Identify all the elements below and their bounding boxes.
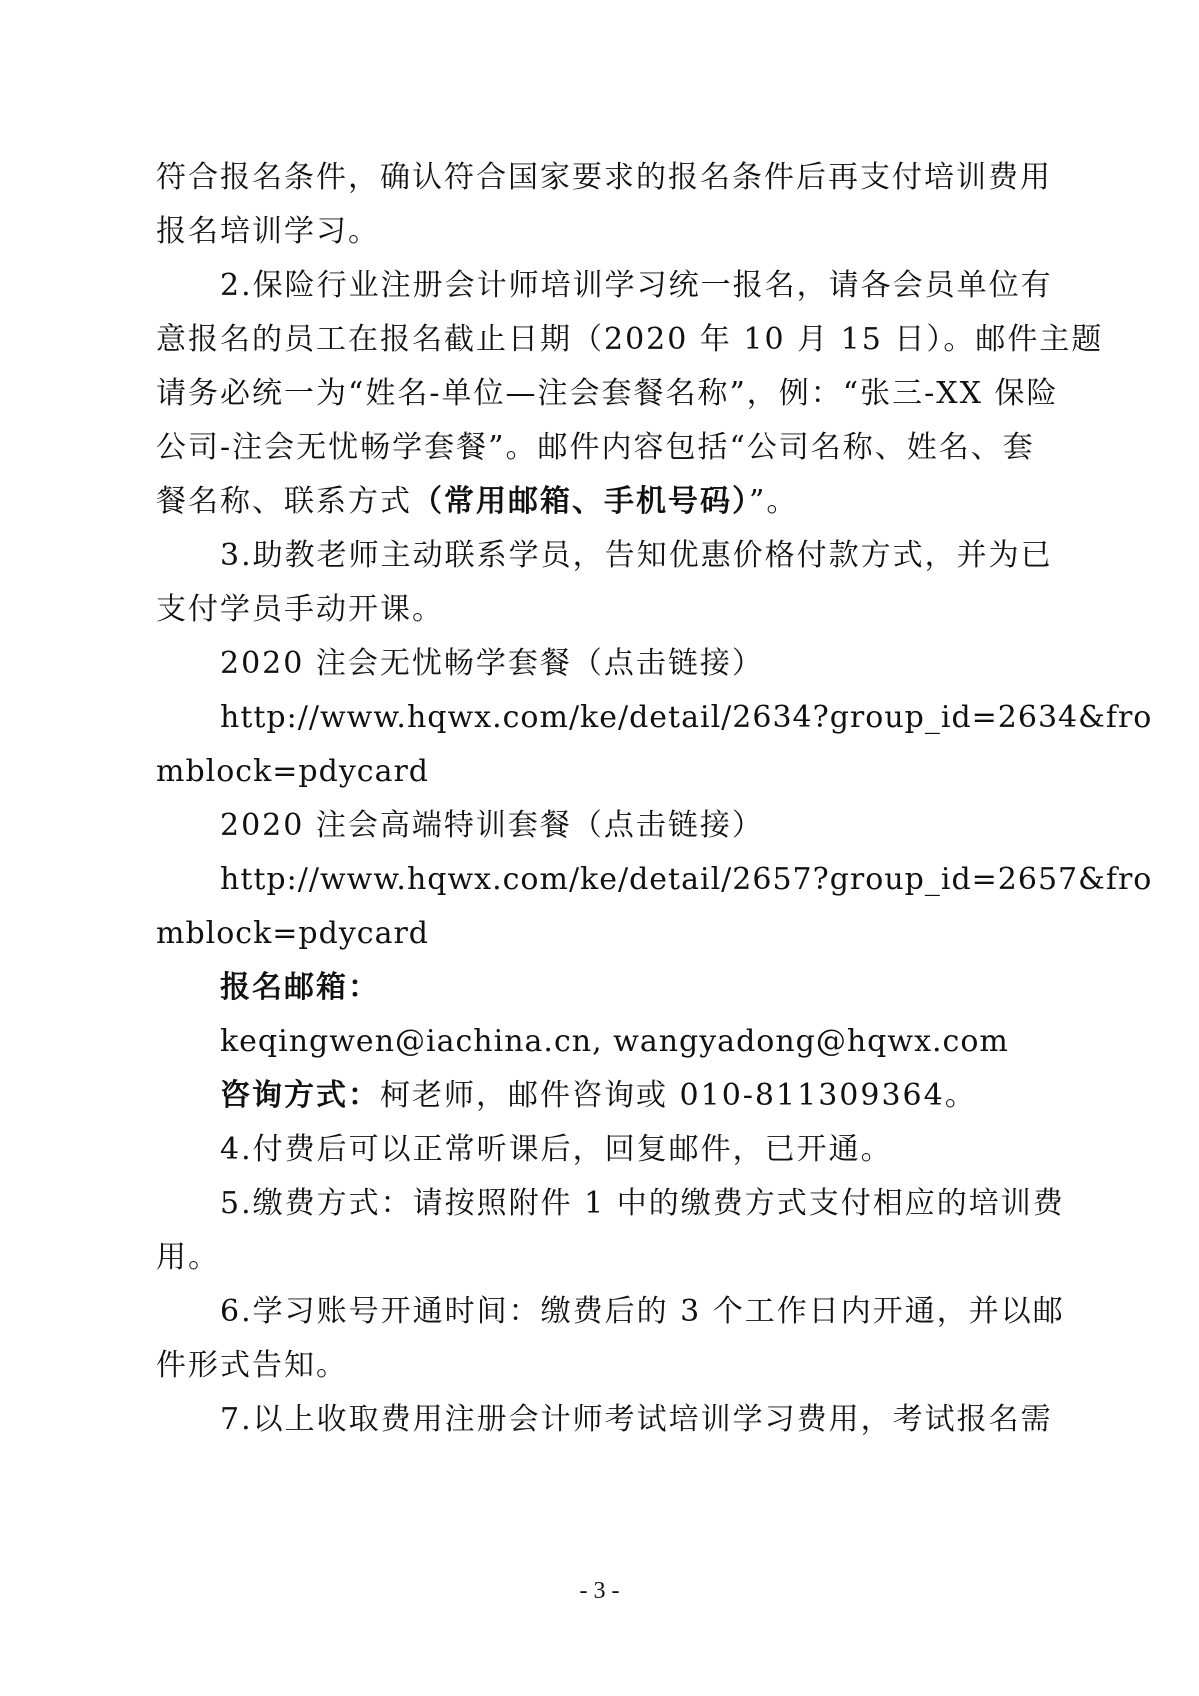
item-2-line-2: 意报名的员工在报名截止日期（2020 年 10 月 15 日）。邮件主题 — [156, 322, 1104, 357]
item-2-line-4: 公司-注会无忧畅学套餐”。邮件内容包括“公司名称、姓名、套 — [156, 430, 1035, 465]
item-4: 4.付费后可以正常听课后，回复邮件，已开通。 — [220, 1132, 893, 1167]
item-7-line-1: 7.以上收取费用注册会计师考试培训学习费用，考试报名需 — [220, 1402, 1053, 1437]
contact-method-close: ”。 — [749, 484, 799, 519]
package-link-1-line-1[interactable] — [220, 698, 1152, 738]
item-2-line-3: 请务必统一为“姓名-单位—注会套餐名称”，例：“张三-XX 保险 — [156, 376, 1059, 411]
package-link-2-line-1[interactable] — [220, 860, 1152, 900]
consultation-line — [220, 1076, 977, 1116]
paragraph-line-2: 报名培训学习。 — [156, 214, 380, 249]
package-link-2-line-2[interactable] — [156, 914, 429, 954]
contact-method-label: 餐名称、联系方式 — [156, 484, 412, 519]
page-number: - 3 - — [579, 1578, 620, 1604]
registration-email-addresses: keqingwen@iachina.cn, wangyadong@hqwx.com — [220, 1024, 1009, 1059]
package-title-2: 2020 注会高端特训套餐（点击链接） — [220, 808, 764, 843]
paragraph-line-1: 符合报名条件，确认符合国家要求的报名条件后再支付培训费用 — [156, 160, 1052, 195]
package-link-2[interactable]: http://www.hqwx.com/ke/detail/2657?group_id=2657&fro — [220, 862, 1153, 897]
item-3-line-1: 3.助教老师主动联系学员，告知优惠价格付款方式，并为已 — [220, 538, 1053, 573]
package-link-1[interactable]: http://www.hqwx.com/ke/detail/2634?group_id=2634&fro — [220, 700, 1153, 735]
item-3-line-2: 支付学员手动开课。 — [156, 592, 444, 627]
contact-method-emphasis: （常用邮箱、手机号码） — [412, 484, 749, 519]
consultation-value: 柯老师，邮件咨询或 010-811309364。 — [380, 1078, 977, 1113]
item-5-line-2: 用。 — [156, 1240, 220, 1275]
item-2-line-5 — [156, 482, 798, 522]
item-6-line-1: 6.学习账号开通时间：缴费后的 3 个工作日内开通，并以邮 — [220, 1294, 1065, 1329]
package-link-1-continued[interactable]: mblock=pdycard — [156, 754, 430, 789]
consultation-label: 咨询方式： — [220, 1078, 380, 1113]
item-6-line-2: 件形式告知。 — [156, 1348, 348, 1383]
package-title-1: 2020 注会无忧畅学套餐（点击链接） — [220, 646, 764, 681]
registration-email-label: 报名邮箱： — [220, 970, 380, 1005]
item-2-line-1: 2.保险行业注册会计师培训学习统一报名，请各会员单位有 — [220, 268, 1053, 303]
item-5-line-1: 5.缴费方式：请按照附件 1 中的缴费方式支付相应的培训费 — [220, 1186, 1065, 1221]
package-link-1-line-2[interactable] — [156, 752, 429, 792]
package-link-2-continued[interactable]: mblock=pdycard — [156, 916, 430, 951]
